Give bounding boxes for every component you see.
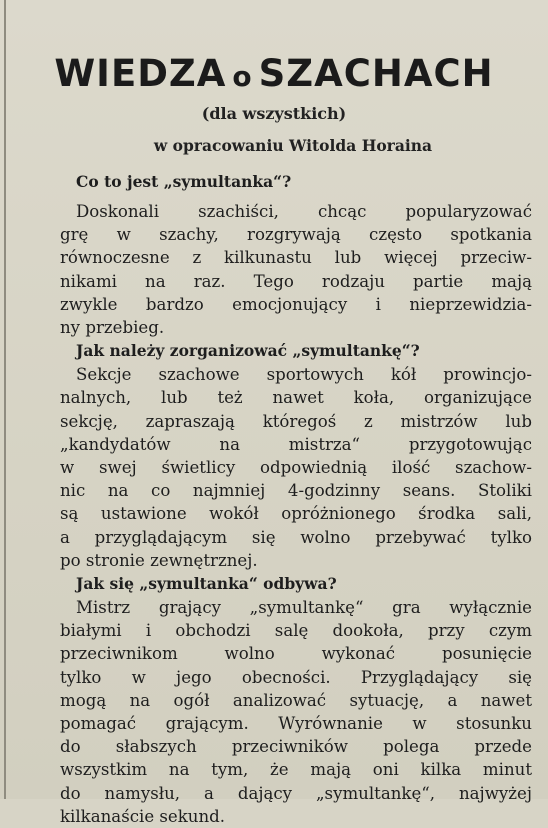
paragraph-line: Doskonali szachiści, chcąc popularyzować: [76, 202, 532, 221]
paragraph-line: a przyglądającym się wolno przebywać tylko: [60, 527, 532, 547]
paragraph-line: nalnych, lub też nawet koła, organizujące: [60, 388, 532, 408]
paragraph-line: w swej świetlicy odpowiednią ilość szachow-: [60, 458, 532, 478]
paragraph-line: Mistrz grający „symultankę“ gra wyłącznie: [76, 598, 532, 618]
paragraph-line: wszystkim na tym, że mają oni kilka minut: [60, 760, 532, 780]
paragraph-line: zwykle bardzo emocjonujący i nieprzewidzia-: [60, 294, 532, 314]
paragraph-line: do namysłu, a dający „symultankę“, najwyżej: [60, 783, 532, 803]
answer-paragraph-1: [60, 200, 532, 339]
title-word-o: o: [232, 60, 253, 93]
paragraph-line: są ustawione wokół opróżnionego środka sali,: [60, 504, 532, 524]
article-author: w opracowaniu Witolda Horaina: [153, 136, 433, 155]
paragraph-line: białymi i obchodzi salę dookoła, przy czym: [60, 621, 532, 641]
paragraph-line: tylko w jego obecności. Przyglądający się: [60, 667, 532, 687]
paragraph-line: ny przebieg.: [60, 318, 165, 338]
answer-paragraph-3: [60, 596, 532, 828]
paragraph-line: po stronie zewnętrznej.: [60, 550, 258, 570]
paragraph-line: Sekcje szachowe sportowych kół prowincjo-: [76, 365, 532, 385]
paragraph-line: przeciwnikom wolno wykonać posunięcie: [60, 644, 532, 664]
paragraph-line: „kandydatów na mistrza“ przygotowując: [60, 434, 532, 454]
paragraph-line: równoczesne z kilkunastu lub więcej przeciw-: [60, 248, 532, 268]
paragraph-line: kilkanaście sekund.: [60, 806, 226, 826]
answer-paragraph-2: [60, 363, 532, 572]
article-subtitle: (dla wszystkich): [201, 104, 347, 123]
paragraph-line: mogą na ogół analizować sytuację, a nawet: [60, 690, 532, 710]
question-heading-2: Jak należy zorganizować „symultankę“?: [76, 341, 420, 361]
paragraph-line: nikami na raz. Tego rodzaju partie mają: [60, 271, 532, 291]
paragraph-line: pomagać grającym. Wyrównanie w stosunku: [60, 714, 532, 734]
article-body: [60, 170, 532, 828]
question-heading-1: Co to jest „symultanka“?: [76, 172, 292, 191]
question-heading-3: Jak się „symultanka“ odbywa?: [76, 574, 337, 594]
title-word-szachach: SZACHACH: [258, 52, 494, 95]
paragraph-line: nic na co najmniej 4-godzinny seans. Stoliki: [60, 481, 532, 501]
paragraph-line: do słabszych przeciwników polega przede: [60, 737, 532, 757]
paragraph-line: grę w szachy, rozgrywają często spotkania: [60, 225, 532, 245]
title-word-wiedza: WIEDZA: [54, 52, 227, 95]
paragraph-line: sekcję, zapraszają któregoś z mistrzów lub: [60, 411, 532, 431]
article-title: [0, 52, 548, 99]
